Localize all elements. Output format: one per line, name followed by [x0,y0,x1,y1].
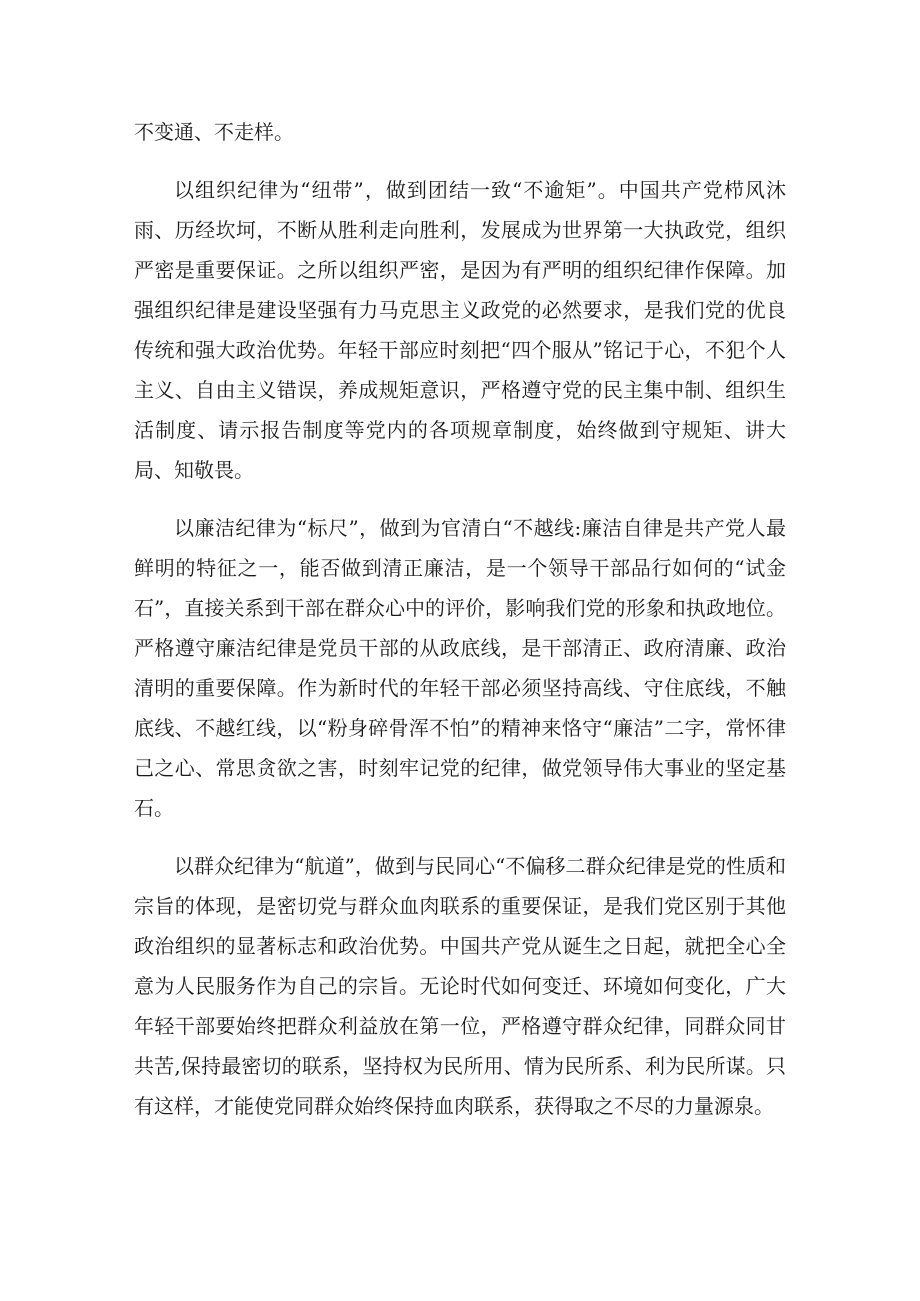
paragraph-mass-discipline: 以群众纪律为“航道”，做到与民同心“不偏移二群众纪律是党的性质和宗旨的体现，是密切党与群众血肉联系的重要保证，是我们党区别于其他政治组织的显著标志和政治优势。中国共产党从诞生之日起，就把全心全意为人民服务作为自己的宗旨。无论时代如何变迁、环境如何变化，广大年轻干部要始终把群众利益放在第一位，严格遵守群众纪律，同群众同甘共苦,保持最密切的联系，坚持权为民所用、情为民所系、利为民所谋。只有这样，才能使党同群众始终保持血肉联系，获得取之不尽的力量源泉。 [134,854,786,1118]
paragraph-organizational-discipline: 以组织纪律为“纽带”，做到团结一致“不逾矩”。中国共产党栉风沐雨、历经坎坷，不断从胜利走向胜利，发展成为世界第一大执政党，组织严密是重要保证。之所以组织严密，是因为有严明的组织纪律作保障。加强组织纪律是建设坚强有力马克思主义政党的必然要求，是我们党的优良传统和强大政治优势。年轻干部应时刻把“四个服从”铭记于心，不犯个人主义、自由主义错误，养成规矩意识，严格遵守党的民主集中制、组织生活制度、请示报告制度等党内的各项规章制度，始终做到守规矩、讲大局、知敬畏。 [134,178,786,482]
paragraph-continuation: 不变通、不走样。 [134,120,294,144]
document-body [134,112,786,1126]
paragraph-integrity-discipline: 以廉洁纪律为“标尺”，做到为官清白“不越线:廉洁自律是共产党人最鲜明的特征之一，能否做到清正廉洁，是一个领导干部品行如何的“试金石”，直接关系到干部在群众心中的评价，影响我们党的形象和执政地位。严格遵守廉洁纪律是党员干部的从政底线，是干部清正、政府清廉、政治清明的重要保障。作为新时代的年轻干部必须坚持高线、守住底线，不触底线、不越红线，以“粉身碎骨浑不怕”的精神来恪守“廉洁”二字，常怀律己之心、常思贪欲之害，时刻牢记党的纪律，做党领导伟大事业的坚定基石。 [134,516,786,820]
